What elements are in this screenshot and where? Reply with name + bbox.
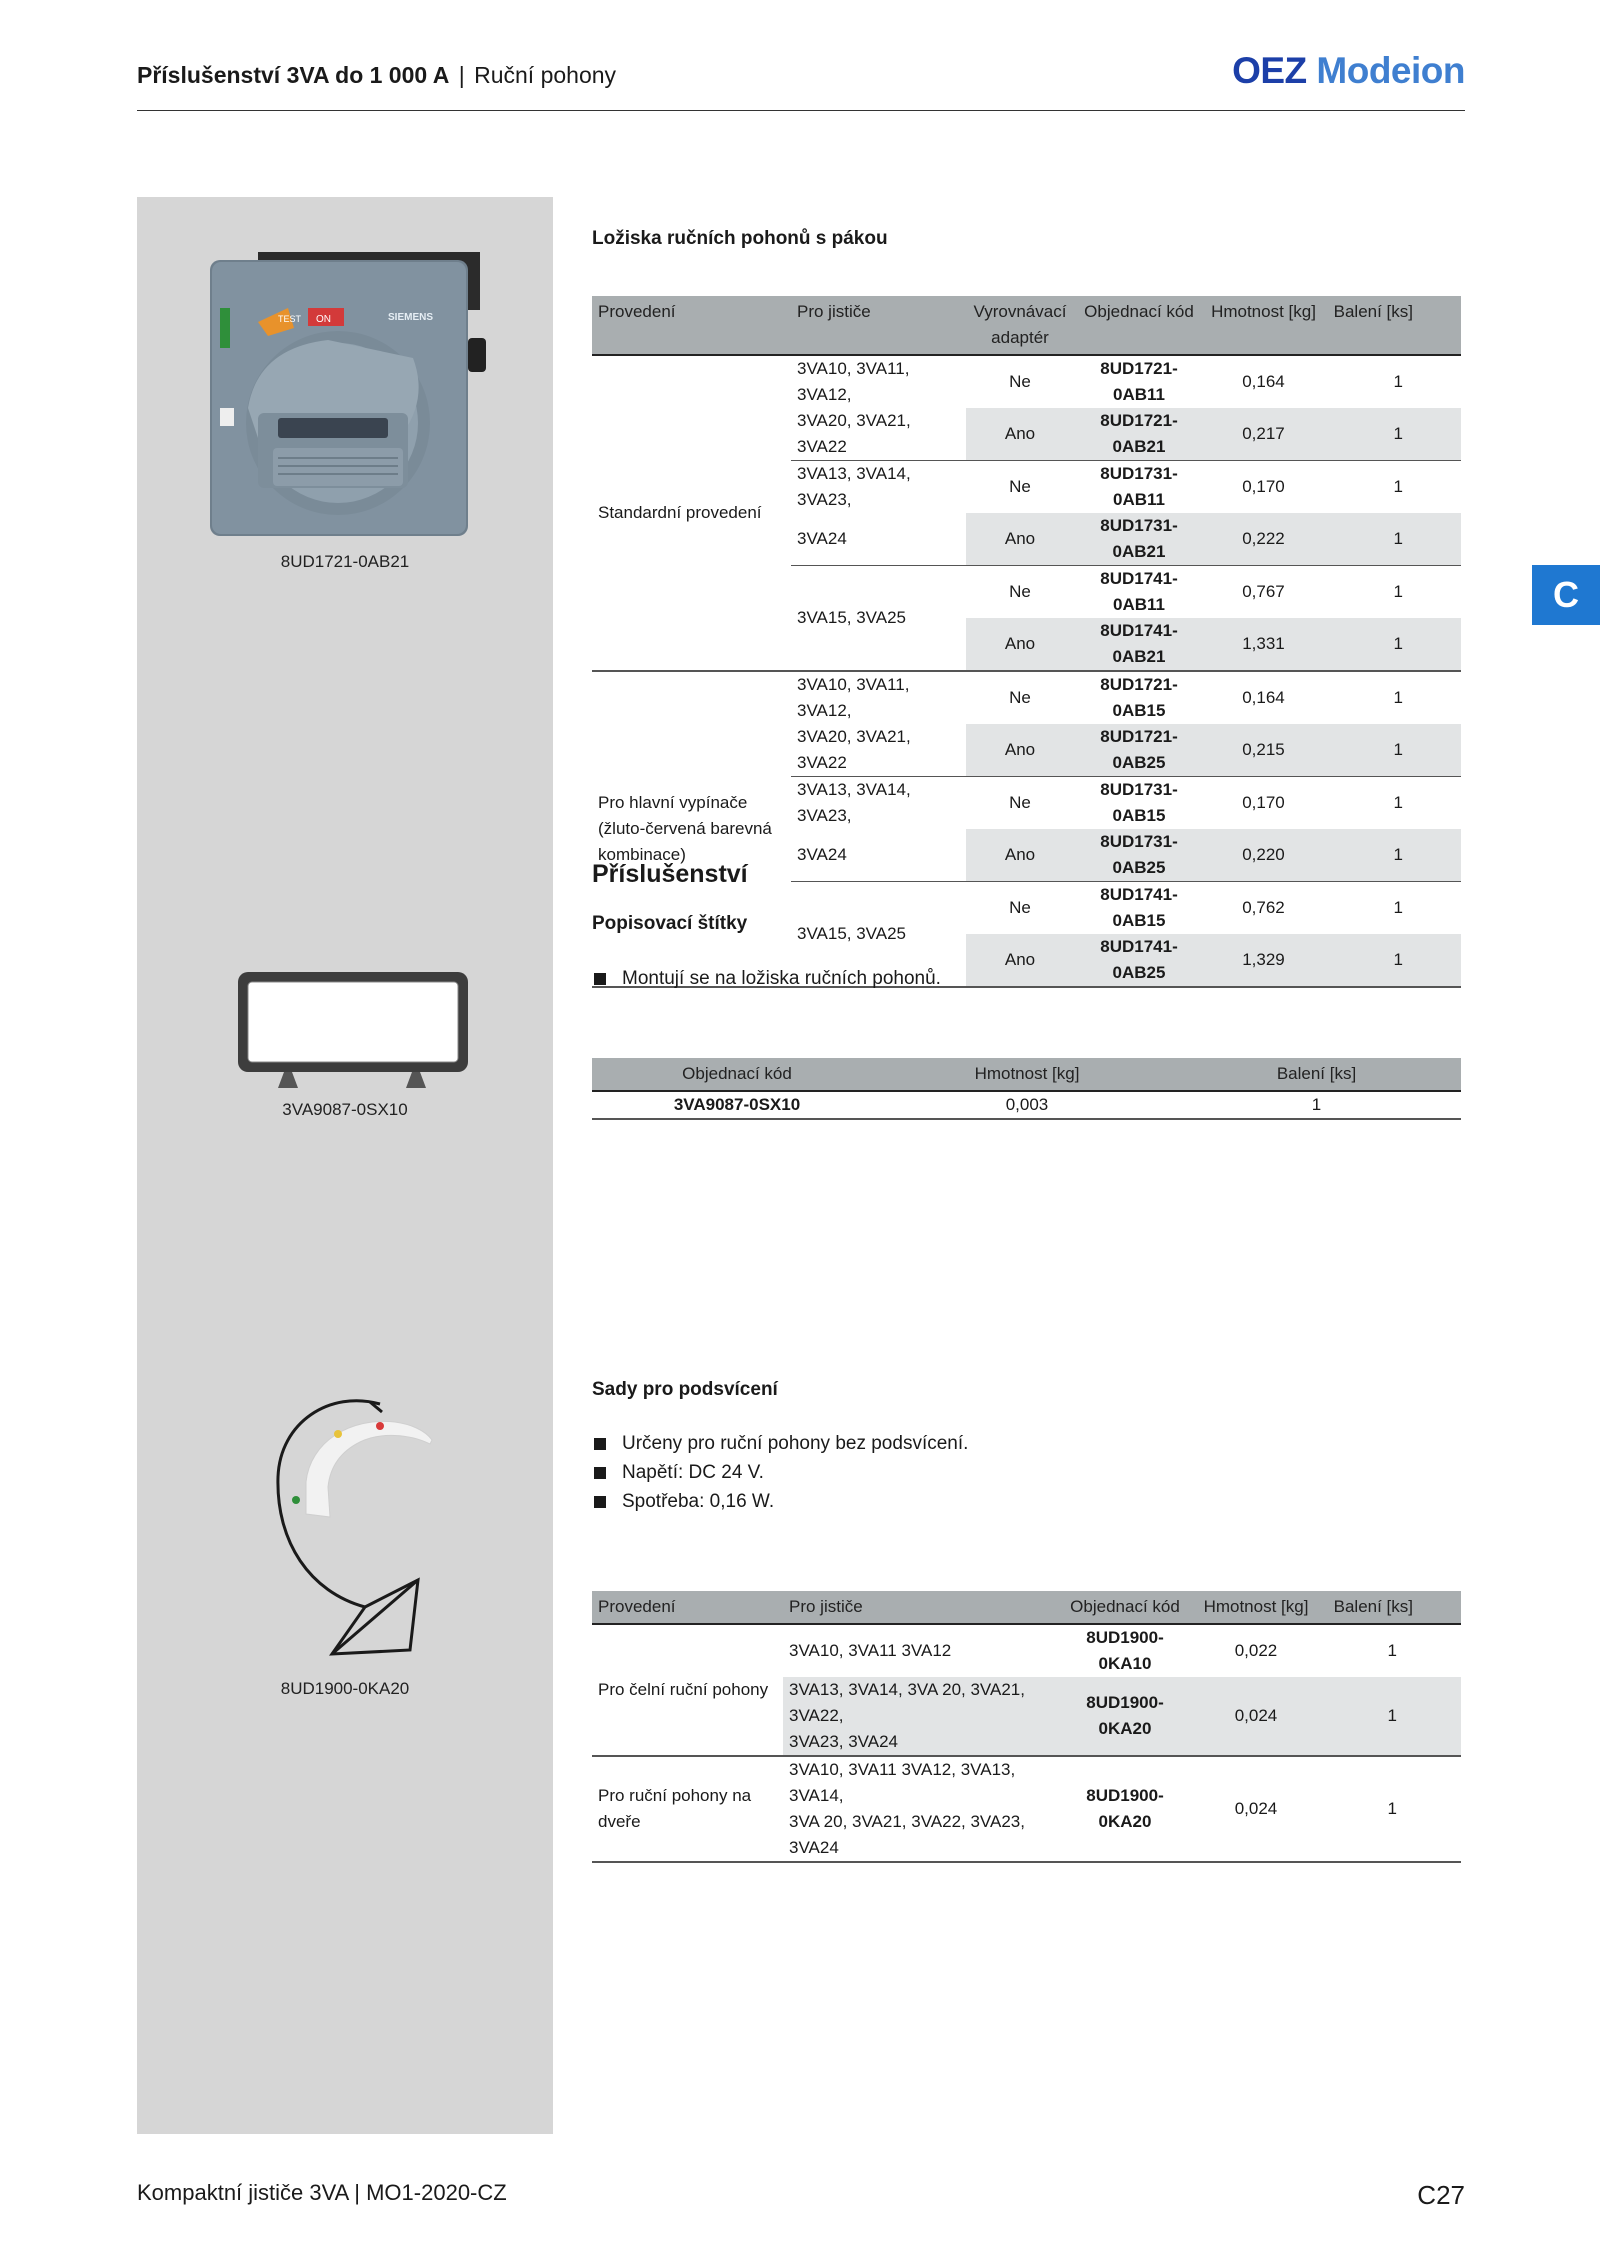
- table-header-row: [592, 1591, 1461, 1624]
- order-code-cell: 8UD1900-0KA10: [1086, 1628, 1164, 1673]
- breakers-cell: [783, 1677, 1055, 1756]
- breakers-cell: [783, 1756, 1055, 1862]
- pack-cell: 1: [1172, 1091, 1461, 1119]
- title-bold: Příslušenství 3VA do 1 000 A: [137, 62, 450, 88]
- footer-text-b: MO1-2020-CZ: [366, 2180, 507, 2205]
- weight-cell: 1,331: [1204, 618, 1323, 671]
- order-code-cell: 8UD1731-0AB21: [1074, 513, 1204, 566]
- pack-cell: 1: [1317, 1677, 1461, 1756]
- pack-cell: 1: [1323, 408, 1461, 461]
- col-header: Provedení: [592, 296, 791, 355]
- pack-cell: 1: [1393, 898, 1403, 917]
- breakers-line: 3VA 20, 3VA21, 3VA22, 3VA23, 3VA24: [789, 1812, 1025, 1857]
- weight-cell: 0,767: [1242, 582, 1285, 601]
- adapter-cell: Ano: [966, 513, 1074, 566]
- order-code-cell: 8UD1721-0AB25: [1074, 724, 1204, 777]
- order-code-cell: 8UD1741-0AB11: [1100, 569, 1178, 614]
- breakers-cell: 3VA10, 3VA11, 3VA12,: [797, 359, 910, 404]
- order-code-cell: 3VA9087-0SX10: [592, 1091, 882, 1119]
- image-caption-3: 8UD1900-0KA20: [280, 1679, 410, 1698]
- page-footer: [137, 2180, 1465, 2210]
- bullet-item: Montují se na ložiska ručních pohonů.: [592, 964, 941, 993]
- breakers-line: 3VA23, 3VA24: [789, 1732, 899, 1751]
- footer-text-a: Kompaktní jističe 3VA: [137, 2180, 349, 2205]
- variant-line: (žluto-červená barevná: [598, 819, 772, 838]
- adapter-cell: Ne: [1009, 898, 1031, 917]
- col-header: Objednací kód: [1055, 1591, 1195, 1624]
- col-header: Balení [ks]: [1172, 1058, 1461, 1091]
- label-plates-table: [592, 1058, 1461, 1120]
- bullet-item: Napětí: DC 24 V.: [592, 1458, 968, 1487]
- image-caption-1: 8UD1721-0AB21: [280, 552, 410, 571]
- adapter-cell: Ano: [966, 829, 1074, 882]
- col-header: Hmotnost [kg]: [882, 1058, 1172, 1091]
- table-row: [592, 1091, 1461, 1119]
- breakers-cell: 3VA13, 3VA14, 3VA23,: [797, 780, 911, 825]
- col-header: Objednací kód: [1074, 296, 1204, 355]
- weight-cell: 0,215: [1204, 724, 1323, 777]
- table-row: [592, 671, 1461, 724]
- col-header: Provedení: [592, 1591, 783, 1624]
- page-number: C27: [1417, 2180, 1465, 2210]
- breakers-line: 3VA10, 3VA11 3VA12, 3VA13, 3VA14,: [789, 1760, 1016, 1805]
- adapter-cell: Ne: [1009, 372, 1031, 391]
- variant-cell: Pro čelní ruční pohony: [592, 1624, 783, 1756]
- pack-cell: 1: [1323, 829, 1461, 882]
- pack-cell: 1: [1393, 477, 1403, 496]
- order-code-cell: 8UD1741-0AB25: [1074, 934, 1204, 987]
- breakers-cell: 3VA20, 3VA21, 3VA22: [791, 724, 966, 777]
- label-on: ON: [316, 314, 331, 325]
- label-test: TEST: [278, 314, 302, 324]
- breakers-cell: 3VA15, 3VA25: [791, 882, 966, 988]
- col-header: Pro jističe: [791, 296, 966, 355]
- weight-cell: 0,003: [882, 1091, 1172, 1119]
- adapter-cell: Ano: [966, 724, 1074, 777]
- page-title: [137, 62, 616, 89]
- col-header: Hmotnost [kg]: [1195, 1591, 1317, 1624]
- bullet-item: Spotřeba: 0,16 W.: [592, 1487, 968, 1516]
- pack-cell: 1: [1323, 934, 1461, 987]
- weight-cell: 0,170: [1242, 477, 1285, 496]
- brand-logo: [1232, 50, 1465, 92]
- title-separator: |: [458, 62, 465, 88]
- order-code-cell: 8UD1721-0AB15: [1100, 675, 1178, 720]
- col-header: Vyrovnávací adaptér: [966, 296, 1074, 355]
- pack-cell: 1: [1393, 372, 1403, 391]
- section-handle-bearings-title: Ložiska ručních pohonů s pákou: [592, 228, 888, 249]
- adapter-cell: Ano: [966, 408, 1074, 461]
- label-plate-image: [234, 968, 474, 1096]
- table-row: [592, 355, 1461, 408]
- brand-oez: OEZ: [1232, 50, 1307, 91]
- col-header: Balení [ks]: [1317, 1591, 1461, 1624]
- breakers-line: 3VA13, 3VA14, 3VA 20, 3VA21, 3VA22,: [789, 1680, 1025, 1725]
- section-illumination-title: Sady pro podsvícení: [592, 1379, 778, 1400]
- variant-cell: Standardní provedení: [592, 355, 791, 671]
- variant-cell: [592, 671, 791, 987]
- illumination-bullet-list: [592, 1429, 968, 1516]
- adapter-cell: Ano: [966, 618, 1074, 671]
- adapter-cell: Ne: [1009, 688, 1031, 707]
- weight-cell: 0,164: [1242, 372, 1285, 391]
- order-code-cell: 8UD1731-0AB25: [1074, 829, 1204, 882]
- title-rest: Ruční pohony: [474, 62, 617, 88]
- table-row: [592, 1624, 1461, 1677]
- footer-separator: |: [354, 2180, 360, 2205]
- pack-cell: 1: [1393, 582, 1403, 601]
- adapter-cell: Ne: [1009, 477, 1031, 496]
- breakers-cell: 3VA10, 3VA11, 3VA12,: [797, 675, 910, 720]
- weight-cell: 0,220: [1204, 829, 1323, 882]
- image-caption-2: 3VA9087-0SX10: [282, 1100, 408, 1119]
- weight-cell: 0,762: [1242, 898, 1285, 917]
- weight-cell: 0,217: [1204, 408, 1323, 461]
- col-header: Balení [ks]: [1323, 296, 1461, 355]
- brand-modeion: Modeion: [1316, 50, 1465, 91]
- order-code-cell: 8UD1900-0KA20: [1055, 1756, 1195, 1862]
- adapter-cell: Ne: [1009, 582, 1031, 601]
- table-header-row: [592, 1058, 1461, 1091]
- adapter-cell: Ne: [1009, 793, 1031, 812]
- label-brand: SIEMENS: [388, 312, 434, 323]
- labels-bullet-list: [592, 964, 941, 993]
- pack-cell: 1: [1387, 1641, 1397, 1660]
- breakers-cell: 3VA15, 3VA25: [791, 566, 966, 672]
- table-header-row: [592, 296, 1461, 355]
- section-accessories-title: Příslušenství: [592, 860, 748, 888]
- order-code-cell: 8UD1741-0AB21: [1074, 618, 1204, 671]
- order-code-cell: 8UD1731-0AB11: [1100, 464, 1178, 509]
- pack-cell: 1: [1393, 688, 1403, 707]
- variant-line: Pro hlavní vypínače: [598, 793, 748, 812]
- col-header: Objednací kód: [592, 1058, 882, 1091]
- breakers-cell: 3VA10, 3VA11 3VA12: [789, 1641, 952, 1660]
- order-code-cell: 8UD1721-0AB11: [1100, 359, 1178, 404]
- table-row: [592, 1756, 1461, 1862]
- variant-cell: Pro ruční pohony na dveře: [592, 1756, 783, 1862]
- illumination-kits-table: [592, 1591, 1461, 1863]
- handle-operator-image: [198, 248, 493, 548]
- pack-cell: 1: [1323, 513, 1461, 566]
- weight-cell: 0,022: [1234, 1641, 1278, 1660]
- weight-cell: 0,164: [1242, 688, 1285, 707]
- illumination-kit-image: [270, 1392, 450, 1682]
- col-header: Hmotnost [kg]: [1204, 296, 1323, 355]
- breakers-cell: 3VA24: [791, 513, 966, 566]
- order-code-cell: 8UD1741-0AB15: [1100, 885, 1178, 930]
- page-header: [137, 50, 1465, 111]
- col-header: Pro jističe: [783, 1591, 1055, 1624]
- pack-cell: 1: [1393, 793, 1403, 812]
- pack-cell: 1: [1323, 724, 1461, 777]
- chapter-tab: C: [1532, 565, 1600, 625]
- weight-cell: 0,024: [1195, 1677, 1317, 1756]
- adapter-cell: Ano: [966, 934, 1074, 987]
- variant-line: kombinace): [598, 845, 686, 864]
- breakers-cell: 3VA13, 3VA14, 3VA23,: [797, 464, 911, 509]
- bullet-item: Určeny pro ruční pohony bez podsvícení.: [592, 1429, 968, 1458]
- order-code-cell: 8UD1731-0AB15: [1100, 780, 1178, 825]
- section-labels-subtitle: Popisovací štítky: [592, 913, 748, 934]
- breakers-cell: 3VA20, 3VA21, 3VA22: [791, 408, 966, 461]
- breakers-cell: 3VA24: [791, 829, 966, 882]
- pack-cell: 1: [1323, 618, 1461, 671]
- weight-cell: 0,024: [1195, 1756, 1317, 1862]
- weight-cell: 0,222: [1204, 513, 1323, 566]
- order-code-cell: 8UD1721-0AB21: [1074, 408, 1204, 461]
- weight-cell: 0,170: [1242, 793, 1285, 812]
- order-code-cell: 8UD1900-0KA20: [1055, 1677, 1195, 1756]
- pack-cell: 1: [1317, 1756, 1461, 1862]
- weight-cell: 1,329: [1204, 934, 1323, 987]
